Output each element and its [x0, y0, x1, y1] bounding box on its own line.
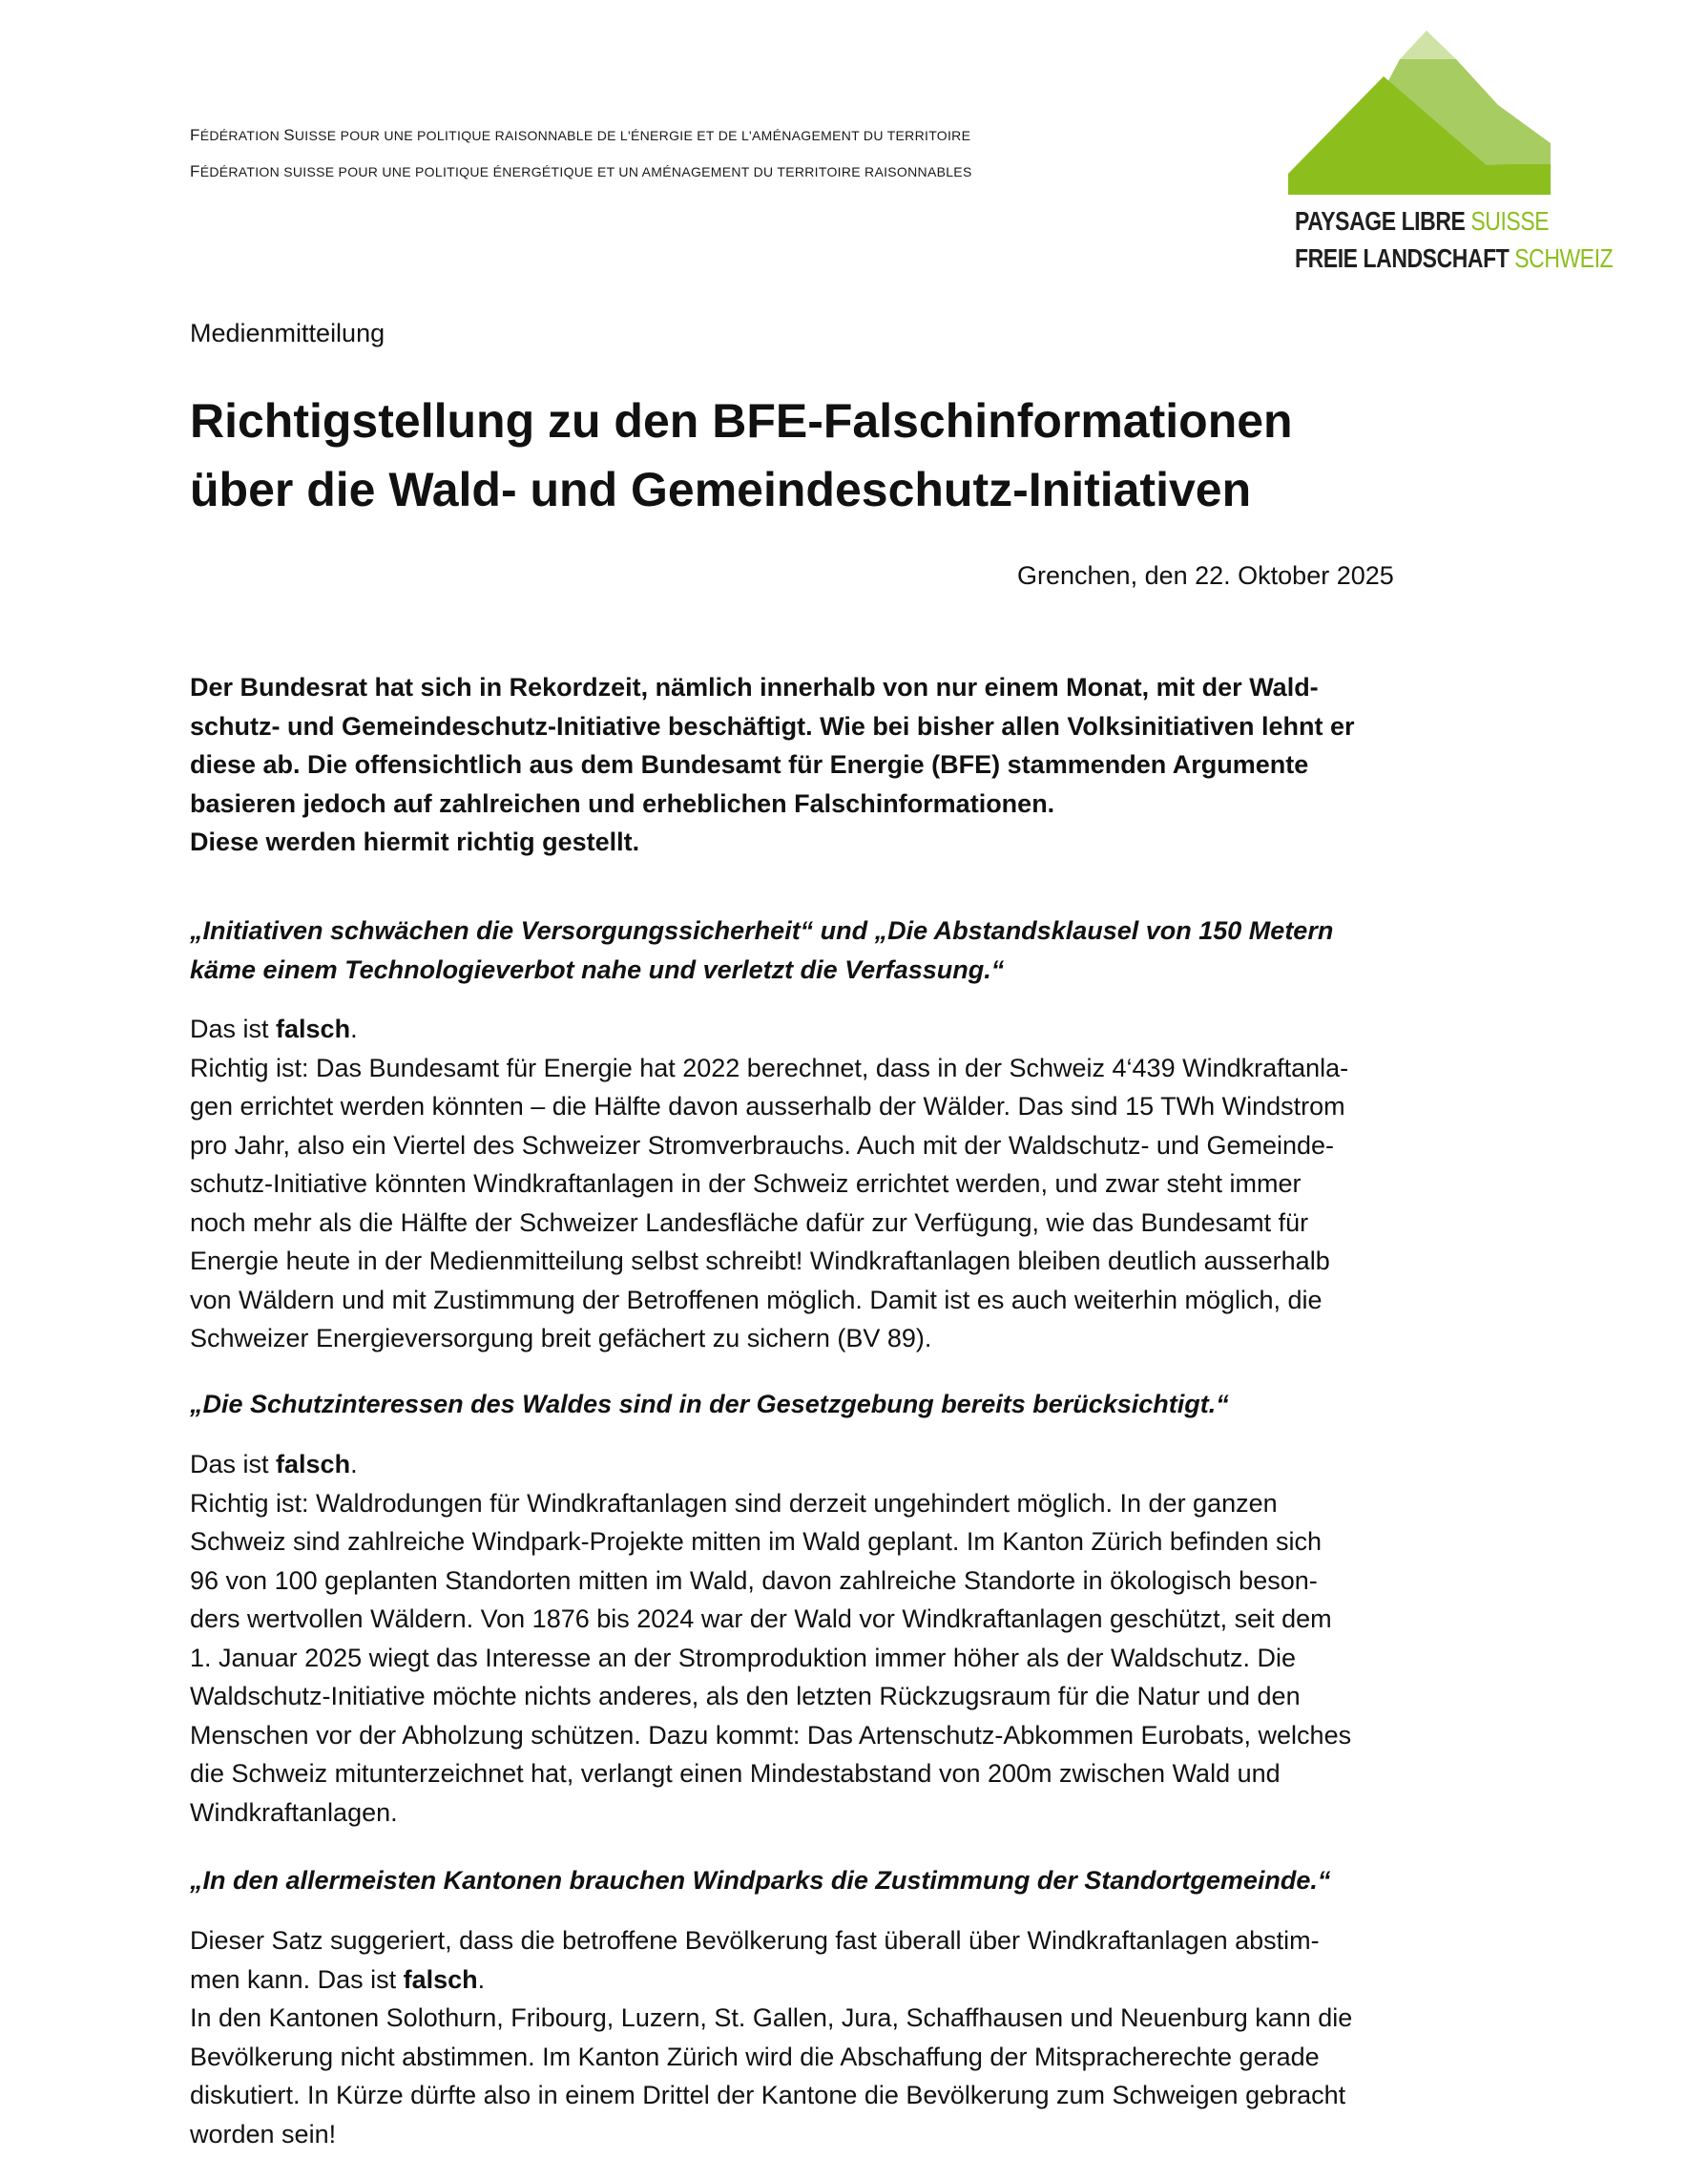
answer-1-line: schutz-Initiative könnten Windkraftanlagen in der Schweiz errichtet werden, und zwar steht immer	[190, 1169, 1302, 1198]
answer-3-line: diskutiert. In Kürze dürfte also in einem Drittel der Kantone die Bevölkerung zum Schweigen gebracht	[190, 2081, 1346, 2109]
verdict-prefix: Das ist	[190, 1015, 277, 1043]
org-line1-initial-s: S	[283, 126, 295, 144]
answer-3-line: worden sein!	[190, 2119, 337, 2149]
lead-paragraph	[190, 668, 1526, 862]
logo-line2-dark: FREIE LANDSCHAFT	[1295, 243, 1510, 273]
claim-2-line: „Die Schutzinteressen des Waldes sind in der Gesetzgebung bereits berücksichtigt.“	[190, 1390, 1229, 1418]
answer-1-line: pro Jahr, also ein Viertel des Schweizer Stromverbrauchs. Auch mit der Waldschutz- und Gemeinde-	[190, 1130, 1335, 1160]
verdict-prefix: Das ist	[190, 1450, 277, 1478]
lead-line: Diese werden hiermit richtig gestellt.	[190, 828, 640, 856]
org-line1-part-b: UISSE POUR UNE POLITIQUE RAISONNABLE DE L'ÉNERGIE ET DE L'AMÉNAGEMENT DU TERRITOIRE	[294, 128, 971, 143]
answer-2-line: Menschen vor der Abholzung schützen. Dazu kommt: Das Artenschutz-Abkommen Eurobats, welches	[190, 1720, 1352, 1750]
verdict-word: falsch	[276, 1450, 351, 1478]
org-line1-part-a: ÉDÉRATION	[199, 128, 284, 143]
answer-2-line: Schweiz sind zahlreiche Windpark-Projekte mitten im Wald geplant. Im Kanton Zürich befinden sich	[190, 1527, 1323, 1556]
verdict-suffix: .	[350, 1015, 358, 1043]
lead-line: Der Bundesrat hat sich in Rekordzeit, nämlich innerhalb von nur einem Monat, mit der Wald-	[190, 673, 1319, 702]
document-type-label: Medienmitteilung	[190, 319, 385, 347]
logo-text-line-2	[1295, 243, 1613, 274]
answer-2-line: Richtig ist: Waldrodungen für Windkraftanlagen sind derzeit ungehindert möglich. In der ganzen	[190, 1488, 1278, 1518]
answer-3-paragraph	[190, 1921, 1526, 2153]
logo-text-line-1	[1295, 206, 1549, 237]
answer-1-line: noch mehr als die Hälfte der Schweizer Landesfläche dafür zur Verfügung, wie das Bundesamt für	[190, 1207, 1309, 1237]
answer-2-line: die Schweiz mitunterzeichnet hat, verlangt einen Mindestabstand von 200m zwischen Wald und	[190, 1759, 1281, 1788]
answer-1-line: Schweizer Energieversorgung breit gefächert zu sichern (BV 89).	[190, 1324, 932, 1352]
mountain-logo-icon	[1288, 31, 1632, 279]
answer-1-line: Richtig ist: Das Bundesamt für Energie hat 2022 berechnet, dass in der Schweiz 4‘439 Windkraftanla-	[190, 1053, 1349, 1082]
answer-1-line: Energie heute in der Medienmitteilung selbst schreibt! Windkraftanlagen bleiben deutlich ausserhalb	[190, 1247, 1330, 1275]
verdict-word: falsch	[276, 1015, 351, 1043]
claim-1-line: käme einem Technologieverbot nahe und verletzt die Verfassung.“	[190, 954, 1005, 984]
verdict-prefix: men kann. Das ist	[190, 1964, 404, 1994]
dateline: Grenchen, den 22. Oktober 2025	[1017, 561, 1394, 590]
org-line2-text: ÉDÉRATION SUISSE POUR UNE POLITIQUE ÉNERGÉTIQUE ET UN AMÉNAGEMENT DU TERRITOIRE RAISONNABLES	[199, 164, 972, 179]
claim-2-heading	[190, 1385, 1526, 1424]
answer-2-paragraph	[190, 1445, 1526, 1832]
logo-line1-dark: PAYSAGE LIBRE	[1295, 206, 1466, 236]
logo-line2-green: SCHWEIZ	[1509, 243, 1614, 273]
lead-line: diese ab. Die offensichtlich aus dem Bundesamt für Energie (BFE) stammenden Argumente	[190, 750, 1309, 779]
title-line-2: über die Wald- und Gemeindeschutz-Initiativen	[190, 463, 1252, 516]
verdict-1	[190, 1010, 1526, 1049]
answer-2-line: ders wertvollen Wäldern. Von 1876 bis 2024 war der Wald vor Windkraftanlagen geschützt, seit dem	[190, 1604, 1332, 1633]
title-line-1: Richtigstellung zu den BFE-Falschinformationen	[190, 394, 1293, 448]
claim-1-heading	[190, 912, 1526, 989]
lead-line: basieren jedoch auf zahlreichen und erheblichen Falschinformationen.	[190, 788, 1055, 818]
verdict-suffix: .	[350, 1450, 358, 1478]
verdict-2	[190, 1445, 1526, 1484]
logo-line1-green: SUISSE	[1465, 206, 1550, 236]
answer-2-line: Waldschutz-Initiative möchte nichts anderes, als den letzten Rückzugsraum für die Natur und den	[190, 1682, 1301, 1710]
answer-1-paragraph	[190, 1010, 1526, 1358]
org-name-line-1	[190, 126, 970, 145]
answer-3-line: In den Kantonen Solothurn, Fribourg, Luzern, St. Gallen, Jura, Schaffhausen und Neuenburg kann die	[190, 2003, 1353, 2032]
answer-3-line: Bevölkerung nicht abstimmen. Im Kanton Zürich wird die Abschaffung der Mitspracherechte gerade	[190, 2042, 1320, 2071]
answer-3-verdict-line	[190, 1960, 1526, 2000]
verdict-suffix: .	[477, 1964, 486, 1994]
verdict-word: falsch	[403, 1964, 478, 1994]
page-title	[190, 387, 1526, 524]
claim-1-line: „Initiativen schwächen die Versorgungssicherheit“ und „Die Abstandsklausel von 150 Metern	[190, 916, 1334, 945]
org-name-line-2	[190, 162, 972, 181]
org-line1-initial: F	[190, 126, 200, 144]
answer-2-line: 1. Januar 2025 wiegt das Interesse an der Stromproduktion immer höher als der Waldschutz. Die	[190, 1643, 1297, 1672]
claim-3-line: „In den allermeisten Kantonen brauchen Windparks die Zustimmung der Standortgemeinde.“	[190, 1866, 1331, 1895]
answer-1-line: gen errichtet werden könnten – die Hälfte davon ausserhalb der Wälder. Das sind 15 TWh Windstrom	[190, 1092, 1345, 1121]
claim-3-heading	[190, 1861, 1526, 1900]
answer-2-line: Windkraftanlagen.	[190, 1797, 398, 1827]
answer-3-line: Dieser Satz suggeriert, dass die betroffene Bevölkerung fast überall über Windkraftanlagen abstim-	[190, 1926, 1320, 1955]
logo-peak-light	[1400, 31, 1456, 59]
answer-1-line: von Wäldern und mit Zustimmung der Betroffenen möglich. Damit ist es auch weiterhin möglich, die	[190, 1285, 1323, 1314]
answer-2-line: 96 von 100 geplanten Standorten mitten im Wald, davon zahlreiche Standorte in ökologisch beson-	[190, 1565, 1318, 1595]
lead-line: schutz- und Gemeindeschutz-Initiative beschäftigt. Wie bei bisher allen Volksinitiativen lehnt er	[190, 711, 1355, 741]
org-line2-initial: F	[190, 162, 200, 180]
